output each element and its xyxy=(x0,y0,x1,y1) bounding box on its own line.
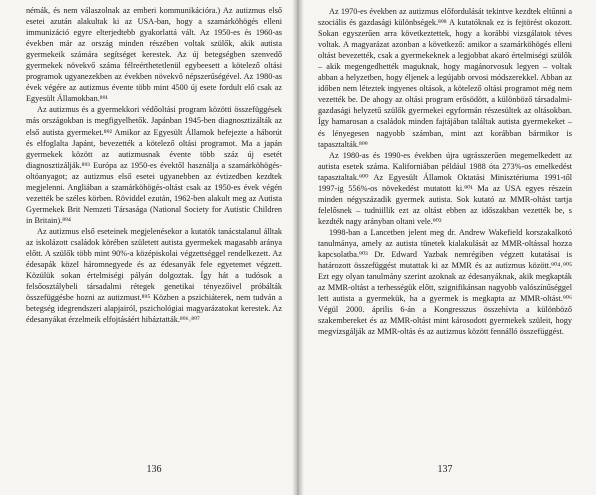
paragraph: Az 1980-as és 1990-es években újra ugrásszerűen megemelkedett az autista esetek száma. Kaliforniában például 1988 óta 273%-os emelkedést tapasztaltak.⁹⁰⁰ Az Egyesült Államok Oktatási Minisztériuma 1991-től 1997-ig 556%-os növekedést mutatott ki.⁹⁰¹ Ma az USA egyes részein minden négyszázadik gyermek autista. Sok kutató az MMR-oltást tartja felelősnek – tudniillik ezt az oltást ebben az időszakban vezették be, s kezdték nagy arányban oltani vele.⁹⁰² xyxy=(318,150,572,226)
book-gutter xyxy=(292,0,304,495)
right-page xyxy=(298,0,596,495)
right-page-text xyxy=(318,6,572,337)
left-page-text xyxy=(26,5,282,325)
paragraph: Az autizmus első eseteinek megjelenésekor a kutatók tanácstalanul álltak az iskolázott családok körében született autista gyermekek magasabb aránya előtt. A szülők több mint 90%-a középiskolai végzettséggel rendelkezett. Az édesapák közel háromnegyede és az édesanyák fele egyetemet végzett. Közülük sokan értelmiségi pályán dolgoztak. Így hát a tudósok a felsőosztálybeli társadalmi rétegek genetikai tényezőivel próbálták összefüggésbe hozni az autizmust.⁸⁹⁵ Közben a pszichiáterek, nem tudván a betegség idegrendszeri alapjairól, pszichológiai magyarázatokat kerestek. Az édesanyákat érzelmeik elfojtásáért hibáztatták.⁸⁹⁶˒⁸⁹⁷ xyxy=(26,226,282,325)
paragraph: Az autizmus és a gyermekkori védőoltási program közötti összefüggések más országokban is megfigyelhetők. Japánban 1945-ben diagnosztizálták az első autista gyermeket.⁸⁹² Amikor az Egyesült Államok befejezte a háborút és elfoglalta Japánt, bevezették a kötelező oltási programot. Ma a japán gyermekek között az autizmusnak évente több száz új esetét diagnosztizálják.⁸⁹³ Európa az 1950-es évektől használja a szamárköhögés-oltóanyagot; az autizmus első esetei ugyanebben az évtizedben kezdtek megjelenni. Angliában a szamárköhögés-oltást csak az 1950-es évek végén vezették be széles körben. Röviddel ezután, 1962-ben alakult meg az Autista Gyermekek Brit Nemzeti Társasága (National Society for Autistic Children in Britain).⁸⁹⁴ xyxy=(26,105,282,225)
paragraph: némák, és nem válaszolnak az emberi kommunikációra.) Az autizmus első esetei azután alakultak ki az USA-ban, hogy a szamárköhögés elleni immunizáció egyre elterjedtebb gyakorlattá vált. Az 1950-es és 1960-as években már az ország minden részében voltak szülők, akik autista gyermekeik számára segítséget kerestek. Az új betegségben szenvedő gyermekek növekvő száma félreérthetetlenül egybeesett a kötelező oltási programok ugyanezekben az években növekvő népszerűségével. Az 1980-as évek végére az autizmus évente több mint 4500 új esete fordult elő csak az Egyesült Államokban.⁸⁹¹ xyxy=(26,6,282,104)
paragraph: 1998-ban a Lancetben jelent meg dr. Andrew Wakefield korszakalkotó tanulmánya, amely az autista tünetek kialakulását az MMR-oltással hozza kapcsolatba.⁹⁰³ Dr. Edward Yazbak nemrégiben végzett kutatásai is határozott összefüggést mutattak ki az MMR és az autizmus között.⁹⁰⁴˒⁹⁰⁵ Ezt egy olyan tanulmány szerint azoknak az édesanyáknak, akik megkapták az MMR-oltást a terhességük előtt, szignifikánsan nagyobb valószínűséggel lett autista a gyermekük, ha a gyermek is megkapta az MMR-oltást.⁹⁰⁶ Végül 2000. április 6-án a Kongresszus összehívta a különböző szakembereket és az MMR-oltást mint károsodott gyermekek szüleit, hogy megvizsgálják az MMR-oltás és az autizmus között fennálló összefüggést. xyxy=(318,227,572,337)
paragraph: Az 1970-es években az autizmus előfordulását tekintve kezdtek eltűnni a szociális és gazdasági különbségek.⁸⁹⁸ A kutatóknak ez is fejtörést okozott. Sokan egyszerűen arra következtettek, hogy a korábbi vizsgálatok téves voltak. A magyarázat azonban a következő: amikor a szamárköhögés elleni oltást bevezették, csak a gyermekeknek a legjobbat akaró értelmiségi szülők – akik megengedhették maguknak, hogy magánorvosuk legyen – voltak abban a helyzetben, hogy éljenek a legújabb orvosi módszerekkel. Abban az időben nem léteztek ingyenes oltások, a kötelező oltási programot még nem vezették be. De ahogy az oltási program erősödött, a különböző társadalmi-gazdasági helyzetű szülők gyermekei egyformán részesültek az oltásokban. Így hamarosan a családok minden fajtájában találtak autista gyermekeket – és lényegesen nagyobb számban, mint azt korábban bármikor is tapasztalták.⁸⁹⁹ xyxy=(318,7,572,149)
page-number: 136 xyxy=(146,464,162,475)
page-number: 137 xyxy=(437,464,453,475)
